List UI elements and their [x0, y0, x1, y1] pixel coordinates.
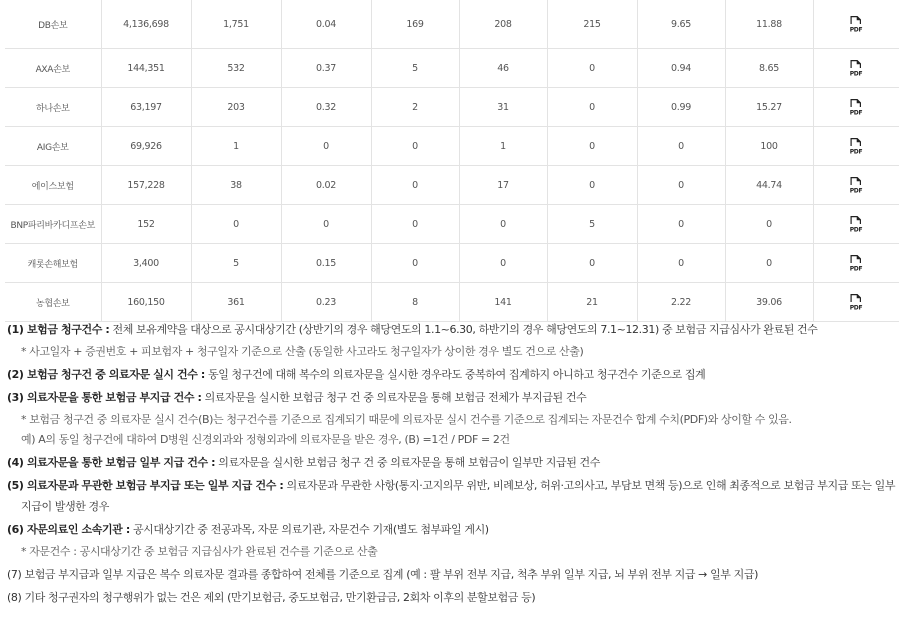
pdf-label: PDF [849, 70, 863, 77]
pdf-download-icon[interactable] [848, 293, 864, 311]
value-cell-c5: 1 [459, 127, 547, 166]
value-cell-c7: 0 [637, 127, 725, 166]
note-5-title: (5) 의료자문과 무관한 보험금 부지급 또는 일부 지급 건수 : [7, 479, 284, 492]
value-cell-c5: 17 [459, 166, 547, 205]
note-8: (8) 기타 청구권자의 청구행위가 없는 건은 제외 (만기보험금, 중도보험금, 만기환급금, 2회차 이후의 분할보험금 등) [7, 591, 536, 604]
value-cell-c3: 0.04 [281, 0, 371, 49]
value-cell-c2: 38 [191, 166, 281, 205]
note-1-text: 전체 보유계약을 대상으로 공시대상기간 (상반기의 경우 해당연도의 1.1~6.30, 하반기의 경우 해당연도의 7.1~12.31) 중 보험금 지급심사가 완료된 건수 [109, 323, 818, 336]
note-1-sub: * 사고일자 + 증권번호 + 피보험자 + 청구일자 기준으로 산출 (동일한 사고라도 청구일자가 상이한 경우 별도 건으로 산출) [21, 345, 584, 358]
company-name-cell: 농협손보 [5, 283, 101, 322]
note-4 [7, 455, 897, 471]
value-cell-c4: 169 [371, 0, 459, 49]
value-cell-c5: 46 [459, 49, 547, 88]
value-cell-c5: 0 [459, 244, 547, 283]
value-cell-c2: 0 [191, 205, 281, 244]
note-2 [7, 367, 897, 383]
value-cell-c8: 44.74 [725, 166, 813, 205]
value-cell-c4: 2 [371, 88, 459, 127]
value-cell-c8: 11.88 [725, 0, 813, 49]
pdf-download-icon[interactable] [848, 59, 864, 77]
value-cell-c5: 141 [459, 283, 547, 322]
value-cell-c1: 63,197 [101, 88, 191, 127]
disclosure-table [5, 0, 899, 322]
table-row [5, 88, 899, 127]
value-cell-c7: 0.99 [637, 88, 725, 127]
table-row [5, 0, 899, 49]
table-row [5, 49, 899, 88]
value-cell-c2: 1 [191, 127, 281, 166]
note-3 [7, 390, 897, 406]
table-row [5, 127, 899, 166]
note-3-sub-2: 예) A의 동일 청구건에 대하여 D병원 신경외과와 정형외과에 의료자문을 받은 경우, (B) =1건 / PDF = 2건 [21, 433, 510, 446]
value-cell-c1: 157,228 [101, 166, 191, 205]
footnotes [7, 322, 897, 606]
value-cell-c8: 100 [725, 127, 813, 166]
pdf-download-icon[interactable] [848, 215, 864, 233]
pdf-cell [813, 88, 899, 127]
value-cell-c3: 0.32 [281, 88, 371, 127]
note-4-title: (4) 의료자문을 통한 보험금 일부 지급 건수 : [7, 456, 216, 469]
value-cell-c7: 9.65 [637, 0, 725, 49]
note-6 [7, 522, 897, 538]
note-5 [7, 478, 897, 494]
value-cell-c5: 208 [459, 0, 547, 49]
company-name-cell: 하나손보 [5, 88, 101, 127]
note-3-sub-1: * 보험금 청구건 중 의료자문 실시 건수(B)는 청구건수를 기준으로 집계되기 때문에 의료자문 실시 건수를 기준으로 집계되는 자문건수 합계 수치(PDF)와 상이할 수 있음. [21, 413, 792, 426]
value-cell-c6: 21 [547, 283, 637, 322]
value-cell-c4: 0 [371, 205, 459, 244]
pdf-cell [813, 49, 899, 88]
value-cell-c8: 8.65 [725, 49, 813, 88]
pdf-cell [813, 283, 899, 322]
pdf-download-icon[interactable] [848, 15, 864, 33]
note-4-text: 의료자문을 실시한 보험금 청구 건 중 의료자문을 통해 보험금이 일부만 지급된 건수 [215, 456, 600, 469]
value-cell-c1: 160,150 [101, 283, 191, 322]
value-cell-c7: 0 [637, 166, 725, 205]
pdf-label: PDF [849, 109, 863, 116]
table-row [5, 166, 899, 205]
value-cell-c8: 15.27 [725, 88, 813, 127]
value-cell-c8: 0 [725, 205, 813, 244]
value-cell-c8: 0 [725, 244, 813, 283]
pdf-label: PDF [849, 304, 863, 311]
pdf-cell [813, 127, 899, 166]
pdf-cell [813, 205, 899, 244]
value-cell-c5: 31 [459, 88, 547, 127]
note-5-text: 의료자문과 무관한 사항(통지·고지의무 위반, 비례보상, 허위·고의사고, 부담보 면책 등)으로 인해 최종적으로 보험금 부지급 또는 일부 [283, 479, 896, 492]
note-6-text: 공시대상기간 중 전공과목, 자문 의료기관, 자문건수 기재(별도 첨부파일 게시) [129, 523, 489, 536]
table-body [5, 0, 899, 322]
value-cell-c6: 0 [547, 49, 637, 88]
value-cell-c6: 0 [547, 88, 637, 127]
company-name-cell: AXA손보 [5, 49, 101, 88]
value-cell-c1: 4,136,698 [101, 0, 191, 49]
value-cell-c2: 203 [191, 88, 281, 127]
value-cell-c7: 0 [637, 205, 725, 244]
value-cell-c2: 361 [191, 283, 281, 322]
value-cell-c2: 1,751 [191, 0, 281, 49]
value-cell-c8: 39.06 [725, 283, 813, 322]
company-name-cell: 에이스보험 [5, 166, 101, 205]
value-cell-c4: 0 [371, 244, 459, 283]
value-cell-c1: 3,400 [101, 244, 191, 283]
value-cell-c7: 0.94 [637, 49, 725, 88]
value-cell-c3: 0.15 [281, 244, 371, 283]
value-cell-c4: 8 [371, 283, 459, 322]
note-3-text: 의료자문을 실시한 보험금 청구 건 중 의료자문을 통해 보험금 전체가 부지급된 건수 [201, 391, 587, 404]
value-cell-c6: 0 [547, 166, 637, 205]
value-cell-c1: 144,351 [101, 49, 191, 88]
table-row [5, 205, 899, 244]
value-cell-c7: 0 [637, 244, 725, 283]
note-1 [7, 322, 897, 338]
value-cell-c6: 0 [547, 244, 637, 283]
company-name-cell: BNP파리바카디프손보 [5, 205, 101, 244]
disclosure-table-wrapper [5, 0, 899, 322]
table-row [5, 283, 899, 322]
value-cell-c2: 5 [191, 244, 281, 283]
value-cell-c3: 0 [281, 205, 371, 244]
value-cell-c4: 5 [371, 49, 459, 88]
value-cell-c3: 0 [281, 127, 371, 166]
pdf-label: PDF [849, 148, 863, 155]
value-cell-c2: 532 [191, 49, 281, 88]
company-name-cell: 캐롯손해보험 [5, 244, 101, 283]
value-cell-c4: 0 [371, 166, 459, 205]
note-6-title: (6) 자문의료인 소속기관 : [7, 523, 130, 536]
company-name-cell: DB손보 [5, 0, 101, 49]
company-name-cell: AIG손보 [5, 127, 101, 166]
table-row [5, 244, 899, 283]
pdf-label: PDF [849, 226, 863, 233]
value-cell-c3: 0.37 [281, 49, 371, 88]
note-7: (7) 보험금 부지급과 일부 지급은 복수 의료자문 결과를 종합하여 전체를 기준으로 집계 (예 : 팔 부위 전부 지급, 척추 부위 일부 지급, 뇌 부위 전부 지급 → 일부 지급) [7, 568, 758, 581]
pdf-cell [813, 244, 899, 283]
pdf-cell [813, 166, 899, 205]
pdf-download-icon[interactable] [848, 137, 864, 155]
pdf-download-icon[interactable] [848, 176, 864, 194]
value-cell-c3: 0.02 [281, 166, 371, 205]
value-cell-c6: 5 [547, 205, 637, 244]
note-6-sub: * 자문건수 : 공시대상기간 중 보험금 지급심사가 완료된 건수를 기준으로 산출 [21, 545, 378, 558]
note-1-title: (1) 보험금 청구건수 : [7, 323, 110, 336]
pdf-download-icon[interactable] [848, 254, 864, 272]
pdf-label: PDF [849, 26, 863, 33]
value-cell-c1: 152 [101, 205, 191, 244]
value-cell-c4: 0 [371, 127, 459, 166]
value-cell-c3: 0.23 [281, 283, 371, 322]
value-cell-c1: 69,926 [101, 127, 191, 166]
value-cell-c5: 0 [459, 205, 547, 244]
value-cell-c7: 2.22 [637, 283, 725, 322]
note-2-title: (2) 보험금 청구건 중 의료자문 실시 건수 : [7, 368, 205, 381]
note-3-title: (3) 의료자문을 통한 보험금 부지급 건수 : [7, 391, 202, 404]
note-2-text: 동일 청구건에 대해 복수의 의료자문을 실시한 경우라도 중복하여 집계하지 아니하고 청구건수 기준으로 집계 [204, 368, 706, 381]
value-cell-c6: 0 [547, 127, 637, 166]
note-5-continued: 지급이 발생한 경우 [21, 500, 110, 513]
value-cell-c6: 215 [547, 0, 637, 49]
pdf-label: PDF [849, 187, 863, 194]
pdf-label: PDF [849, 265, 863, 272]
pdf-cell [813, 0, 899, 49]
pdf-download-icon[interactable] [848, 98, 864, 116]
